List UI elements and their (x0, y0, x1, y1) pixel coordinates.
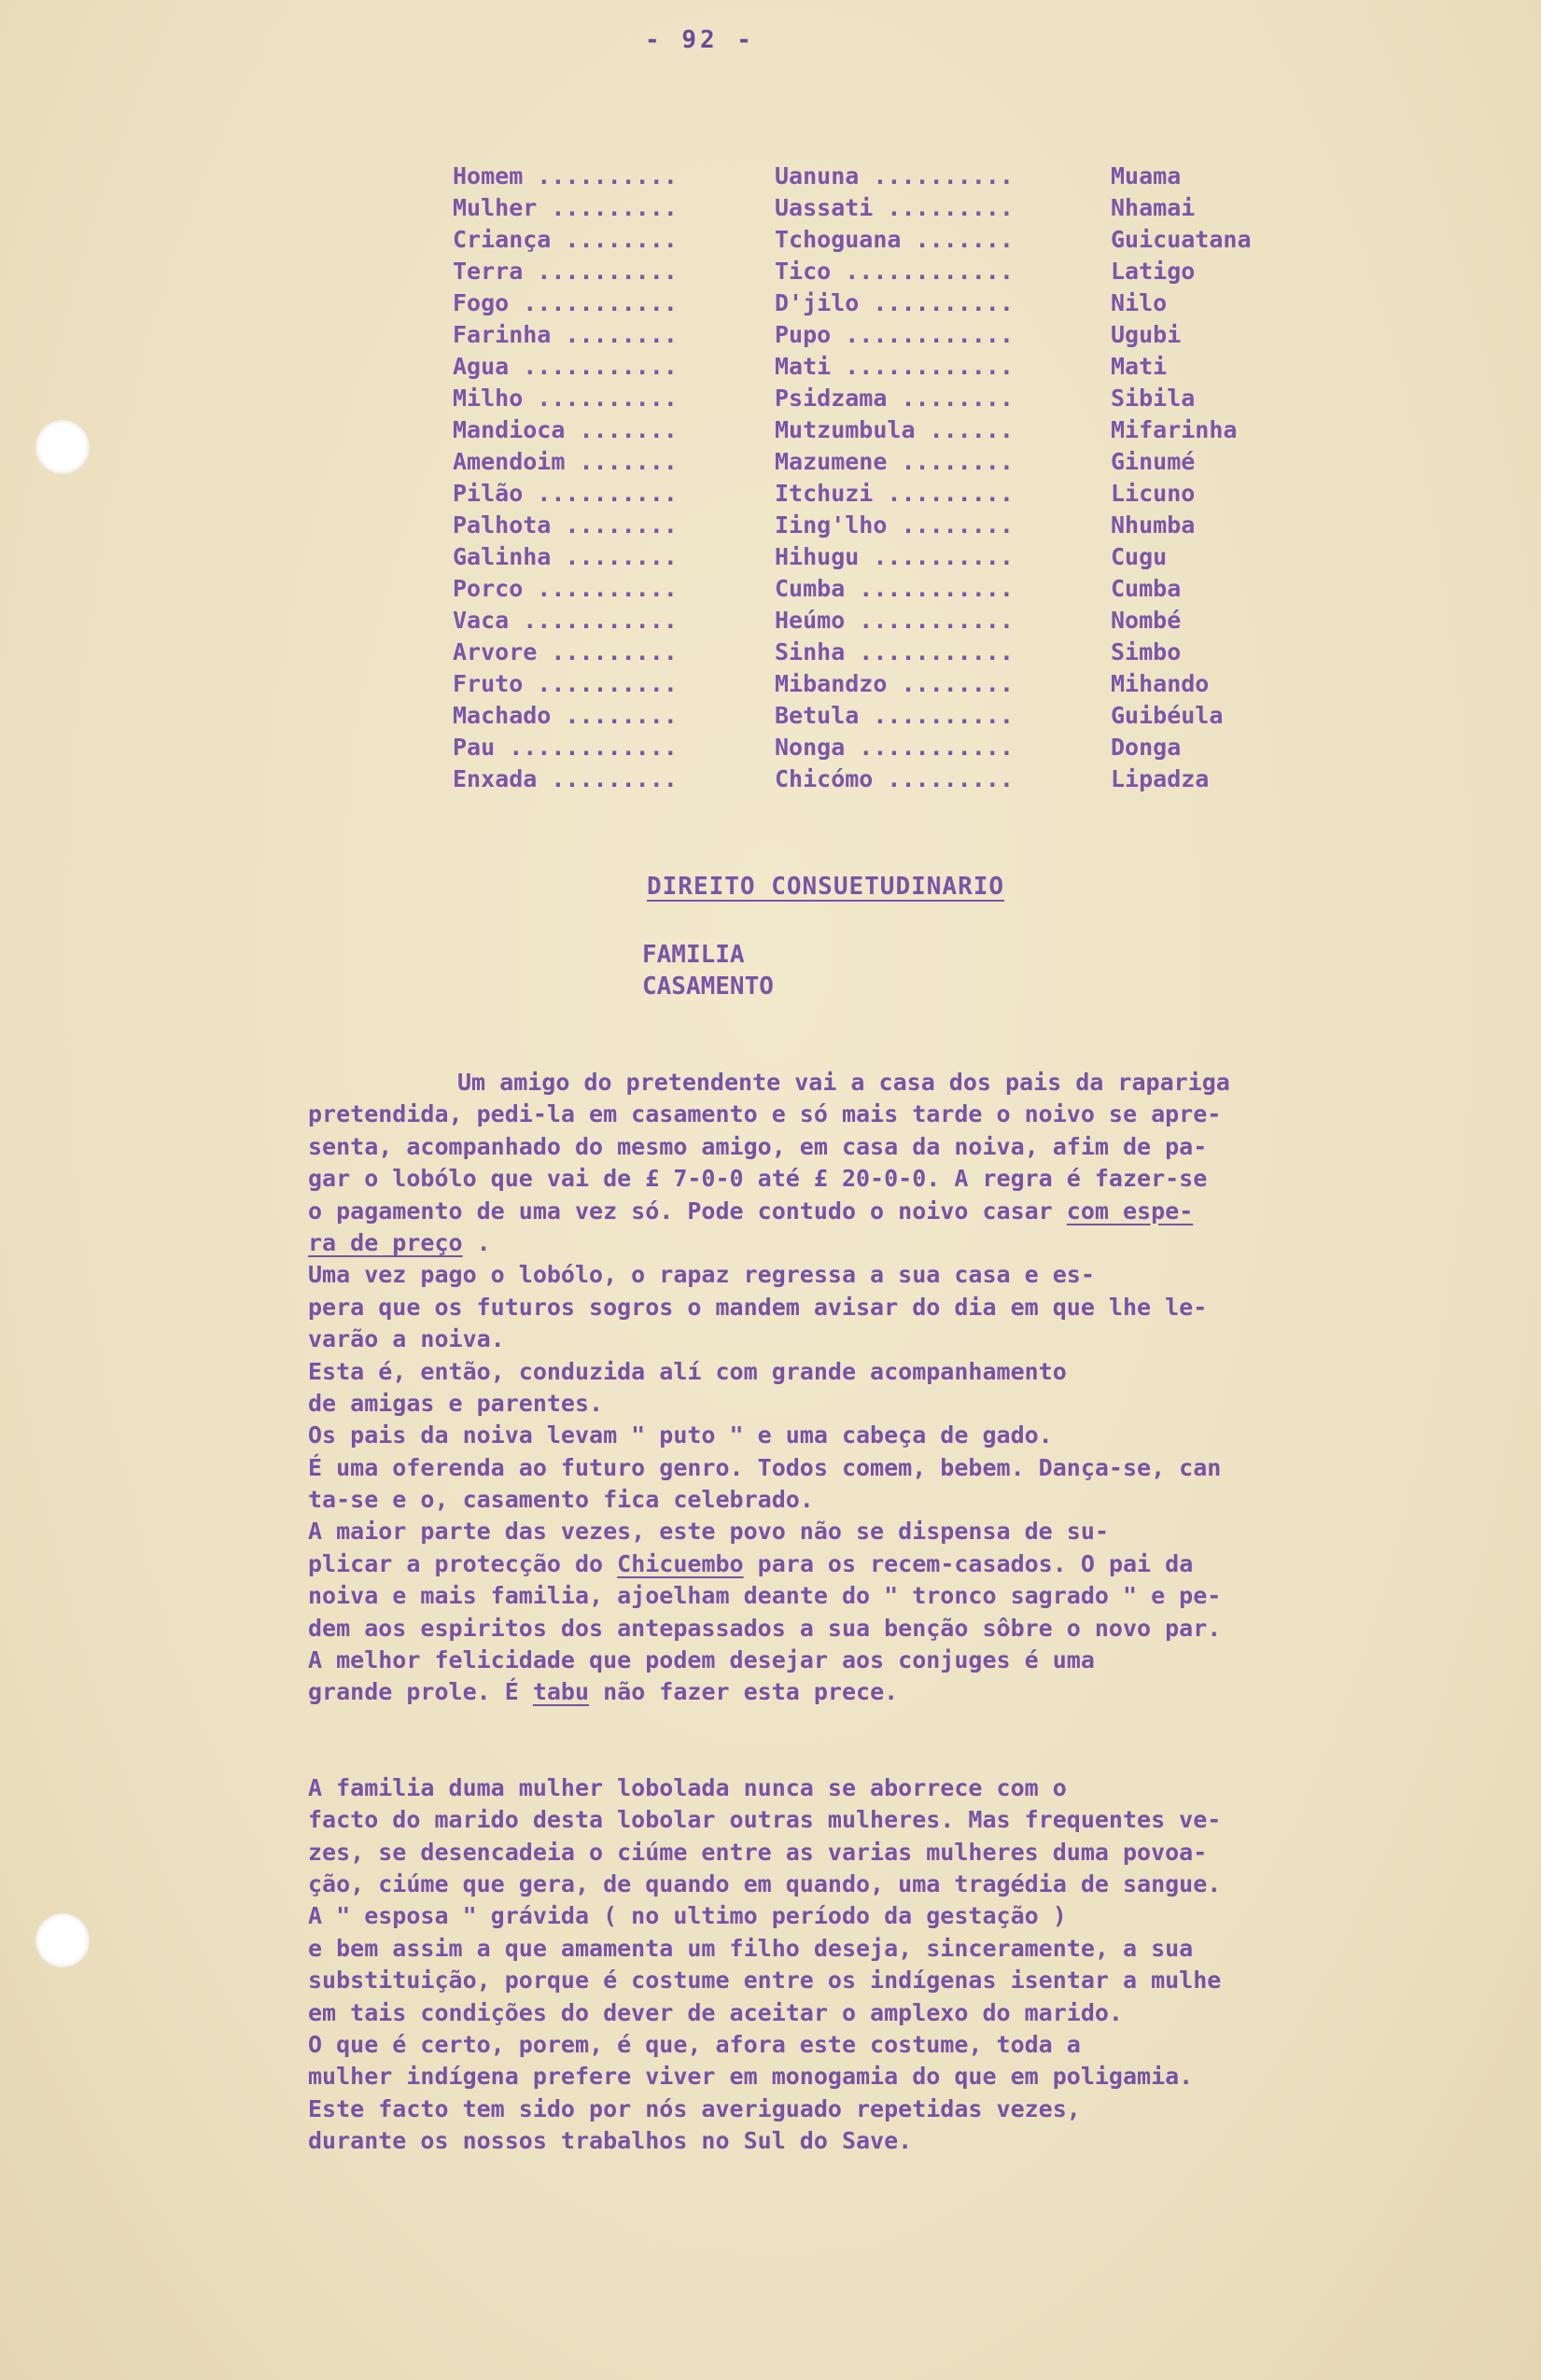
text-line: Os pais da noiva levam " puto " e uma cabeça de gado. (308, 1421, 1053, 1449)
text-line: pera que os futuros sogros o mandem avisar do dia em que lhe le- (308, 1293, 1208, 1321)
vocab-row: Milho .......... Psidzama ........ Sibila (453, 385, 1196, 412)
text-line: É uma oferenda ao futuro genro. Todos comem, bebem. Dança-se, can (308, 1453, 1222, 1481)
text-line: ta-se e o, casamento fica celebrado. (308, 1486, 814, 1514)
vocab-row: Criança ........ Tchoguana ....... Guicuatana (453, 226, 1252, 253)
text-line: senta, acompanhado do mesmo amigo, em casa da noiva, afim de pa- (308, 1132, 1208, 1160)
vocab-row: Arvore ......... Sinha ........... Simbo (453, 638, 1182, 665)
text-line: Uma vez pago o lobólo, o rapaz regressa a sua casa e es- (308, 1261, 1095, 1289)
vocab-row: Vaca ........... Heúmo ........... Nombé (453, 607, 1182, 634)
vocab-row: Porco .......... Cumba ........... Cumba (453, 575, 1182, 602)
text-line: plicar a protecção do Chicuembo para os recem-casados. O pai da (308, 1549, 1194, 1577)
text-line: grande prole. É tabu não fazer esta prece. (308, 1678, 899, 1706)
vocab-row: Agua ........... Mati ............ Mati (453, 353, 1168, 380)
text-line: zes, se desencadeia o ciúme entre as varias mulheres duma povoa- (308, 1838, 1208, 1866)
vocab-row: Enxada ......... Chicómo ......... Lipadza (453, 765, 1210, 792)
text-line: Esta é, então, conduzida alí com grande acompanhamento (308, 1357, 1067, 1385)
text-line: varão a noiva. (308, 1325, 505, 1353)
vocab-row: Machado ........ Betula .......... Guibéula (453, 702, 1224, 729)
underlined-phrase: com espe- (1066, 1197, 1194, 1225)
vocab-row: Mandioca ....... Mutzumbula ...... Mifarinha (453, 416, 1238, 443)
vocab-row: Palhota ........ Iing'lho ........ Nhumba (453, 511, 1196, 539)
vocab-row: Galinha ........ Hihugu .......... Cugu (453, 543, 1168, 570)
punch-hole-top (35, 420, 90, 474)
section-heading: DIREITO CONSUETUDINARIO (647, 873, 1005, 901)
vocab-row: Pilão .......... Itchuzi ......... Licuno (453, 480, 1196, 507)
text-line: Este facto tem sido por nós averiguado repetidas vezes, (308, 2094, 1081, 2122)
text-line: ra de preço . (308, 1228, 491, 1256)
text-line: A melhor felicidade que podem desejar aos conjuges é uma (308, 1646, 1095, 1674)
text-line: gar o lobólo que vai de £ 7-0-0 até £ 20-0-0. A regra é fazer-se (308, 1165, 1208, 1193)
vocab-row: Farinha ........ Pupo ............ Ugubi (453, 321, 1182, 348)
text-line: A maior parte das vezes, este povo não se dispensa de su- (308, 1518, 1109, 1546)
text-line: ção, ciúme que gera, de quando em quando, uma tragédia de sangue. (308, 1869, 1222, 1897)
text-line: pretendida, pedi-la em casamento e só mais tarde o noivo se apre- (308, 1100, 1222, 1128)
body-text (308, 1067, 1540, 2158)
underlined-phrase: tabu (532, 1678, 590, 1706)
text-line: facto do marido desta lobolar outras mulheres. Mas frequentes ve- (308, 1806, 1222, 1834)
vocab-row: Homem .......... Uanuna .......... Muama (453, 162, 1182, 189)
text-line: e bem assim a que amamenta um filho deseja, sinceramente, a sua (308, 1934, 1194, 1962)
page-number: - 92 - (645, 26, 755, 54)
vocab-row: Amendoim ....... Mazumene ........ Ginumé (453, 448, 1196, 475)
vocab-row: Fruto .......... Mibandzo ........ Mihando (453, 670, 1210, 697)
vocab-row: Fogo ........... D'jilo .......... Nilo (453, 289, 1168, 316)
vocab-row: Pau ............ Nonga ........... Donga (453, 734, 1182, 761)
vocab-row: Mulher ......... Uassati ......... Nhamai (453, 194, 1196, 221)
text-line: de amigas e parentes. (308, 1389, 604, 1417)
subheading-casamento: CASAMENTO (642, 973, 774, 1001)
text-line: noiva e mais familia, ajoelham deante do " tronco sagrado " e pe- (308, 1582, 1222, 1610)
text-line: durante os nossos trabalhos no Sul do Save. (308, 2127, 913, 2155)
underlined-phrase: ra de preço (308, 1228, 463, 1256)
text-line: A familia duma mulher lobolada nunca se aborrece com o (308, 1773, 1067, 1801)
text-line: Um amigo do pretendente vai a casa dos pais da rapariga (457, 1069, 1230, 1096)
text-line: dem aos espiritos dos antepassados a sua benção sôbre o novo par. (308, 1614, 1222, 1642)
vocabulary-table (453, 161, 1353, 795)
text-line: mulher indígena prefere viver em monogamia do que em poligamia. (308, 2063, 1194, 2091)
text-line: o pagamento de uma vez só. Pode contudo o noivo casar com espe- (308, 1197, 1194, 1225)
text-line: O que é certo, porem, é que, afora este costume, toda a (308, 2030, 1081, 2058)
text-line: A " esposa " grávida ( no ultimo período da gestação ) (308, 1902, 1067, 1930)
underlined-phrase: Chicuembo (617, 1549, 744, 1577)
vocab-row: Terra .......... Tico ............ Latigo (453, 258, 1196, 285)
subheading-familia: FAMILIA (642, 941, 745, 969)
text-line: substituição, porque é costume entre os indígenas isentar a mulhe (308, 1967, 1222, 1995)
punch-hole-bottom (35, 1913, 90, 1967)
text-line: em tais condições do dever de aceitar o amplexo do marido. (308, 1998, 1123, 2026)
